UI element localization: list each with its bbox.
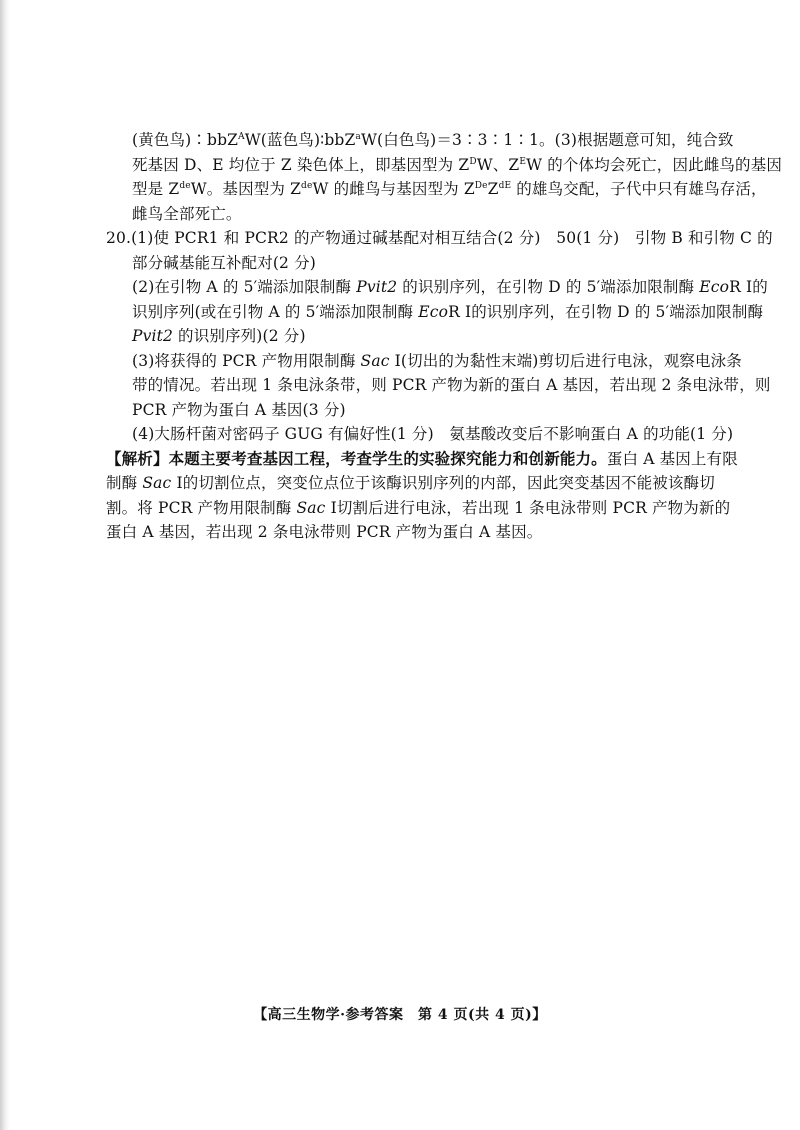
q20-part2-line-1: (2)在引物 A 的 5′端添加限制酶 Pvit2 的识别序列，在引物 D 的 5′端添加限制酶 EcoR Ⅰ的 [132, 278, 768, 296]
analysis-block [106, 447, 738, 545]
q20-part2-line-3: Pvit2 的识别序列)(2 分) [132, 327, 306, 345]
q20-part4-line-1: (4)大肠杆菌对密码子 GUG 有偏好性(1 分) 氨基酸改变后不影响蛋白 A 的功能(1 分) [132, 425, 734, 443]
analysis-line-3: 割。将 PCR 产物用限制酶 Sac Ⅰ切割后进行电泳，若出现 1 条电泳带则 PCR 产物为新的 [106, 498, 731, 517]
analysis-line-1: 【解析】本题主要考查基因工程，考查学生的实验探究能力和创新能力。蛋白 A 基因上有限 [106, 448, 738, 468]
analysis-line-2: 制酶 Sac Ⅰ的切割位点，突变位点位于该酶识别序列的内部，因此突变基因不能被该酶切 [106, 474, 715, 492]
q20-part1-line-1: 20.(1)使 PCR1 和 PCR2 的产物通过碱基配对相互结合(2 分) 50(1 分) 引物 B 和引物 C 的 [106, 229, 773, 247]
answer-body [106, 128, 783, 545]
q19-line-4: 雌鸟全部死亡。 [132, 204, 242, 223]
q20-part1-line-2: 部分碱基能互补配对(2 分) [132, 253, 316, 272]
q20-part3-line-3: PCR 产物为蛋白 A 基因(3 分) [132, 400, 346, 419]
q20-part3-line-2: 带的情况。若出现 1 条电泳条带，则 PCR 产物为新的蛋白 A 基因，若出现 2 条电泳带，则 [132, 376, 771, 394]
q19-line-2: 死基因 D、E 均位于 Z 染色体上，即基因型为 $Z^DW$、$Z^EW$ 的个体均会死亡，因此雌鸟的基因 [132, 155, 783, 174]
q19-line-3: 型是 $Z^{de}W$。基因型为 $Z^{de}W$ 的雌鸟与基因型为 $Z^{De}Z^{dE}$ 的雄鸟交配，子代中只有雄鸟存活， [132, 180, 767, 198]
analysis-line-4: 蛋白 A 基因，若出现 2 条电泳带则 PCR 产物为蛋白 A 基因。 [106, 523, 543, 541]
scan-edge-shadow [0, 0, 10, 1130]
q19-continuation [106, 128, 783, 226]
q20-part2-line-2: 识别序列(或在引物 A 的 5′端添加限制酶 EcoR Ⅰ的识别序列，在引物 D 的 5′端添加限制酶 [132, 302, 764, 321]
q20-part3-line-1: (3)将获得的 PCR 产物用限制酶 Sac Ⅰ(切出的为黏性末端)剪切后进行电泳，观察电泳条 [132, 351, 742, 370]
q20-answer [106, 226, 773, 447]
q19-line-1: (黄色鸟)∶bbZ$^A$W(蓝色鸟)∶bbZ$^a$W(白色鸟)＝3∶3∶1∶1。(3)根据题意可知，纯合致 [132, 131, 734, 149]
analysis-heading: 【解析】本题主要考查基因工程，考查学生的实验探究能力和创新能力。 [106, 448, 607, 468]
page-footer: 【高三生物学·参考答案 第 4 页(共 4 页)】 [253, 1007, 547, 1023]
